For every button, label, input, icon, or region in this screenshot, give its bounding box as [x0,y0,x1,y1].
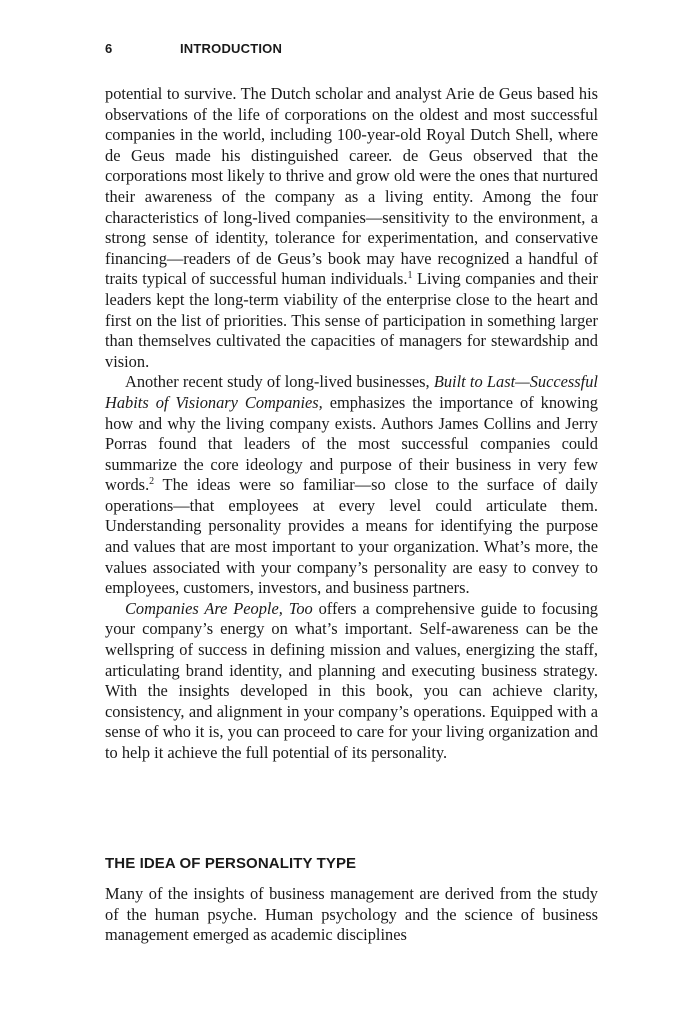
book-title-companies-are-people: Companies Are People, Too [125,598,313,618]
running-header [105,41,282,56]
paragraph-2-continued: The ideas were so familiar—so close to the surface of daily operations—that employees at every level could articulate them. Understanding personality provides a means for identifying the purpose and values that are most important to your organization. What’s more, the values associated with your company’s personality are easy to convey to employees, customers, investors, and business partners. [105,475,598,598]
paragraph-3 [105,599,598,764]
footnote-ref-1: 1 [407,270,413,282]
footnote-ref-2: 2 [149,476,155,488]
paragraph-1-text: potential to survive. The Dutch scholar and analyst Arie de Geus based his observations of the life of corporations on the oldest and most successful companies in the world, including 100-year-old Royal Dutch Shell, where de Geus made his distinguished career. de Geus observed that the corporations most likely to thrive and grow old were the ones that nurtured their awareness of the company as a living entity. Among the four characteristics of long-lived companies—sensitivity to the environment, a strong sense of identity, tolerance for experimentation, and conservative financing—readers of de Geus’s book may have recognized a handful of traits typical of successful human individuals. [105,84,598,289]
book-title-built-to-last: Built to Last—Successful Habits of Visionary Companies, [105,372,598,412]
paragraph-3-text: offers a comprehensive guide to focusing your company’s energy on what’s important. Self-awareness can be the wellspring of success in defining mission and values, energizing the staff, articulating brand identity, and planning and executing business strategy. With the insights developed in this book, you can achieve clarity, consistency, and alignment in your company’s operations. Equipped with a sense of who it is, you can proceed to care for your living organization and to help it achieve the full potential of its personality. [105,598,598,762]
paragraph-1 [105,84,598,372]
paragraph-2-lead: Another recent study of long-lived businesses, [125,372,434,392]
section-paragraph: Many of the insights of business management are derived from the study of the human psyche. Human psychology and the science of business management emerged as academic disciplines [105,884,598,945]
page-number: 6 [105,41,113,56]
running-title: INTRODUCTION [180,41,283,56]
paragraph-2 [105,372,598,599]
section-heading: THE IDEA OF PERSONALITY TYPE [105,855,357,872]
paragraph-1-continued: Living companies and their leaders kept the long-term viability of the enterprise close to the heart and first on the list of priorities. This sense of participation in something larger than themselves cultivated the capacities of managers for stewardship and vision. [105,269,599,371]
body-text [105,84,598,764]
paragraph-2-text: emphasizes the importance of knowing how and why the living company exists. Authors James Collins and Jerry Porras found that leaders of the most successful companies could summarize the core ideology and purpose of their business in very few words. [105,392,598,495]
